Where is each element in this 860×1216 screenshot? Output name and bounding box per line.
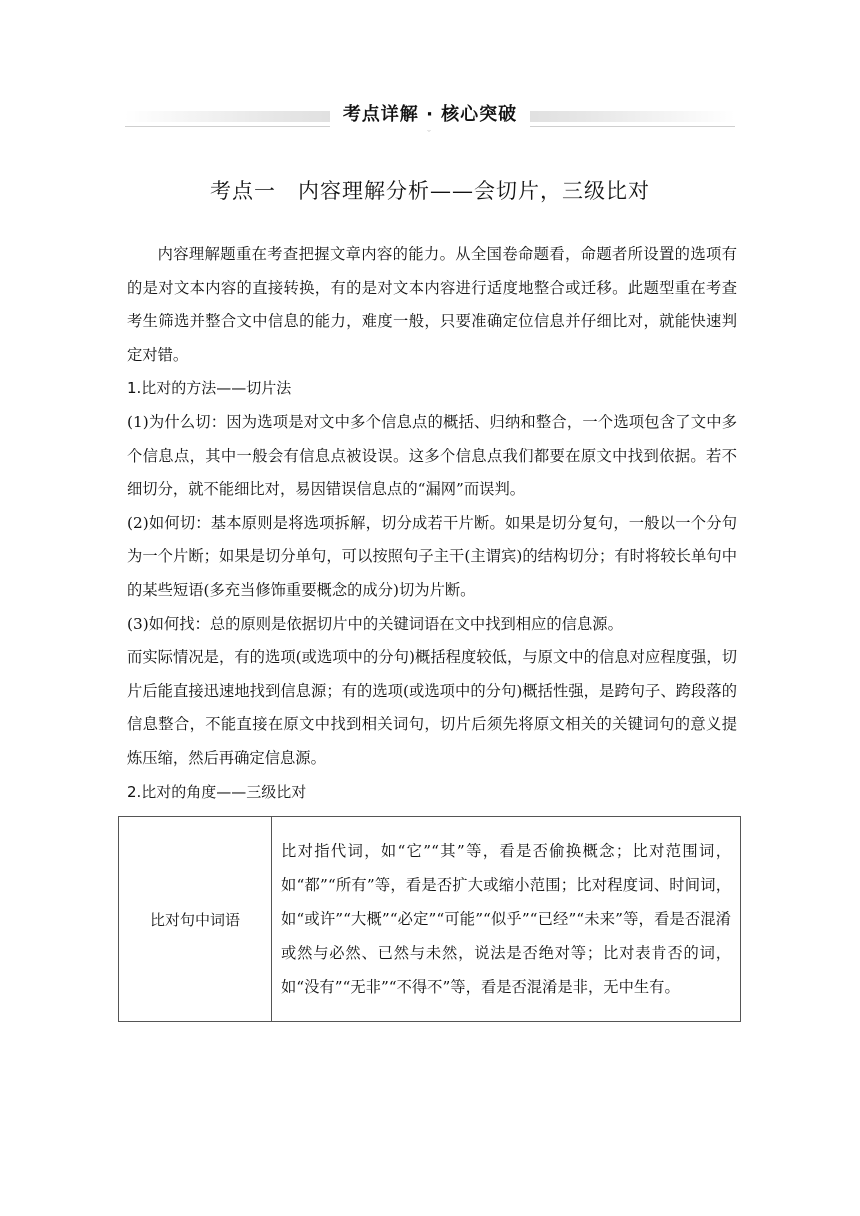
section-banner — [125, 96, 735, 136]
method-item-how: (2)如何切：基本原则是将选项拆解，切分成若干片断。如果是切分复句，一般以一个分句为一个片断；如果是切分单句，可以按照句子主干(主谓宾)的结构切分；有时将较长单句中的某些短语(多充当修饰重要概念的成分)切为片断。 — [127, 513, 737, 599]
comparison-table — [118, 816, 741, 1022]
method-item-why: (1)为什么切：因为选项是对文中多个信息点的概括、归纳和整合，一个选项包含了文中多个信息点，其中一般会有信息点被设误。这多个信息点我们都要在原文中找到依据。若不细切分，就不能细比对，易因错误信息点的“漏网”而误判。 — [127, 412, 737, 499]
method-heading: 1.比对的方法——切片法 — [127, 379, 292, 398]
main-content — [127, 238, 737, 809]
table-row-label: 比对句中词语 — [119, 817, 272, 1022]
banner-title: 考点详解 · 核心突破 — [330, 100, 530, 130]
section-title: 考点一 内容理解分析——会切片，三级比对 — [210, 179, 650, 203]
table-row-description: 比对指代词，如“它”“其”等，看是否偷换概念；比对范围词，如“都”“所有”等，看是否扩大或缩小范围；比对程度词、时间词，如“或许”“大概”“必定”“可能”“似乎”“已经”“未来”等，看是否混淆或然与必然、已然与未然，说法是否绝对等；比对表肯否的词，如“没有”“无非”“不得不”等，看是否混淆是非，无中生有。 — [272, 817, 741, 1022]
angle-heading: 2.比对的角度——三级比对 — [127, 782, 307, 801]
method-item-reality: 而实际情况是，有的选项(或选项中的分句)概括程度较低，与原文中的信息对应程度强，切片后能直接迅速地找到信息源；有的选项(或选项中的分句)概括性强，是跨句子、跨段落的信息整合，不能直接在原文中找到相关词句，切片后须先将原文相关的关键词句的意义提炼压缩，然后再确定信息源。 — [127, 648, 737, 767]
intro-paragraph: 内容理解题重在考查把握文章内容的能力。从全国卷命题看，命题者所设置的选项有的是对文本内容的直接转换，有的是对文本内容进行适度地整合或迁移。此题型重在考查考生筛选并整合文中信息的能力，难度一般，只要准确定位信息并仔细比对，就能快速判定对错。 — [127, 245, 737, 364]
table-row — [119, 817, 741, 1022]
method-item-find: (3)如何找：总的原则是依据切片中的关键词语在文中找到相应的信息源。 — [127, 614, 623, 633]
